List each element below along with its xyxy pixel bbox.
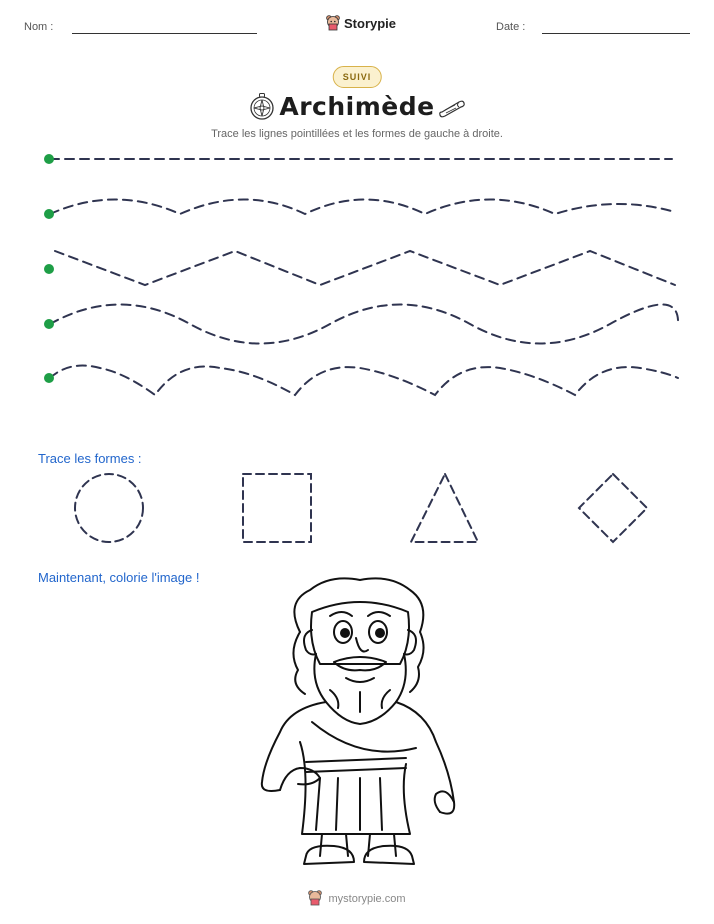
- footer-url[interactable]: mystorypie.com: [328, 892, 406, 905]
- dashed-diamond-shape: [579, 474, 647, 542]
- wave-trace-line-1: [50, 200, 675, 215]
- start-dot: [44, 319, 54, 329]
- date-line[interactable]: [542, 33, 690, 34]
- bear-icon: [308, 889, 322, 908]
- zigzag-trace-line: [55, 251, 675, 285]
- brand-name: Storypie: [344, 16, 397, 31]
- footer: [0, 889, 714, 908]
- archimedes-illustration[interactable]: [250, 572, 470, 872]
- start-dot: [44, 154, 54, 164]
- dashed-square-shape: [243, 474, 311, 542]
- start-dot: [44, 209, 54, 219]
- wave-trace-line-2: [50, 305, 678, 344]
- coloring-heading: Maintenant, colorie l'image !: [38, 570, 200, 585]
- start-dot: [44, 264, 54, 274]
- dashed-circle-shape: [75, 474, 143, 542]
- shapes-row[interactable]: [0, 470, 714, 550]
- start-dot: [44, 373, 54, 383]
- shapes-heading: Trace les formes :: [38, 451, 142, 466]
- instructions: Trace les lignes pointillées et les formes de gauche à droite.: [211, 128, 503, 140]
- brand-logo: [326, 14, 396, 33]
- bear-icon: [326, 14, 340, 33]
- name-label: Nom :: [24, 21, 54, 33]
- dashed-triangle-shape: [411, 474, 478, 542]
- tracing-lines[interactable]: [0, 140, 714, 400]
- date-label: Date :: [496, 21, 526, 33]
- page-title: Archimède: [279, 92, 435, 121]
- name-line[interactable]: [72, 33, 257, 34]
- scroll-icon: [437, 96, 467, 123]
- wave-trace-line-3: [50, 366, 678, 395]
- level-badge: SUIVI: [333, 66, 382, 88]
